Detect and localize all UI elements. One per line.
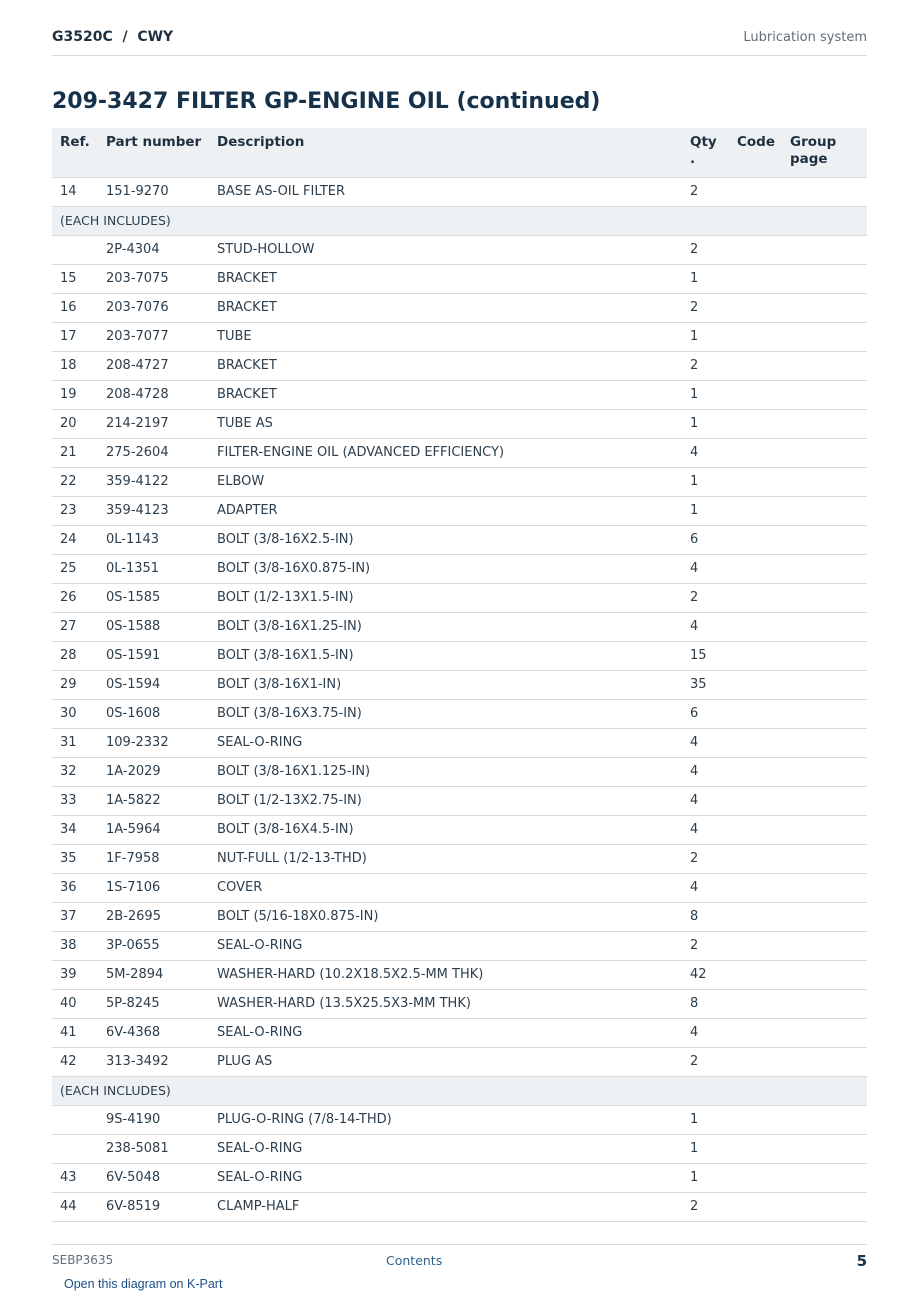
table-row — [52, 873, 867, 902]
ref-cell: 31 — [52, 728, 98, 757]
table-row — [52, 583, 867, 612]
ref-cell: 14 — [52, 177, 98, 206]
col-header-code: Code — [729, 128, 782, 177]
description-cell: SEAL-O-RING — [209, 1163, 682, 1192]
description-cell: BOLT (5/16-18X0.875-IN) — [209, 902, 682, 931]
table-note-row — [52, 206, 867, 235]
qty-cell: 1 — [682, 1134, 729, 1163]
qty-cell: 35 — [682, 670, 729, 699]
ref-cell: 17 — [52, 322, 98, 351]
part-number-cell: 359-4122 — [98, 467, 209, 496]
part-number-cell: 208-4728 — [98, 380, 209, 409]
code-cell — [729, 438, 782, 467]
part-number-cell: 0S-1585 — [98, 583, 209, 612]
code-cell — [729, 844, 782, 873]
code-cell — [729, 380, 782, 409]
description-cell: FILTER-ENGINE OIL (ADVANCED EFFICIENCY) — [209, 438, 682, 467]
part-number-cell: 238-5081 — [98, 1134, 209, 1163]
description-cell: CLAMP-HALF — [209, 1192, 682, 1221]
ref-cell: 35 — [52, 844, 98, 873]
table-row — [52, 815, 867, 844]
qty-cell: 1 — [682, 467, 729, 496]
code-cell — [729, 931, 782, 960]
table-row — [52, 728, 867, 757]
group-page-cell — [782, 931, 867, 960]
note-cell: (EACH INCLUDES) — [52, 206, 867, 235]
table-row — [52, 1105, 867, 1134]
code-cell — [729, 641, 782, 670]
code-cell — [729, 1134, 782, 1163]
code-cell — [729, 786, 782, 815]
code-cell — [729, 989, 782, 1018]
code-cell — [729, 670, 782, 699]
description-cell: ELBOW — [209, 467, 682, 496]
qty-cell: 2 — [682, 1192, 729, 1221]
part-number-cell: 275-2604 — [98, 438, 209, 467]
table-row — [52, 931, 867, 960]
group-page-cell — [782, 351, 867, 380]
group-page-cell — [782, 467, 867, 496]
table-row — [52, 1134, 867, 1163]
part-number-cell: 0L-1143 — [98, 525, 209, 554]
ref-cell: 20 — [52, 409, 98, 438]
table-row — [52, 409, 867, 438]
description-cell: BOLT (3/8-16X1.25-IN) — [209, 612, 682, 641]
description-cell: WASHER-HARD (13.5X25.5X3-MM THK) — [209, 989, 682, 1018]
description-cell: COVER — [209, 873, 682, 902]
qty-cell: 4 — [682, 554, 729, 583]
group-page-cell — [782, 902, 867, 931]
group-page-cell — [782, 670, 867, 699]
ref-cell: 27 — [52, 612, 98, 641]
part-number-cell: 1A-5964 — [98, 815, 209, 844]
part-number-cell: 203-7075 — [98, 264, 209, 293]
description-cell: BRACKET — [209, 293, 682, 322]
code-cell — [729, 235, 782, 264]
col-header-part-number: Part number — [98, 128, 209, 177]
description-cell: WASHER-HARD (10.2X18.5X2.5-MM THK) — [209, 960, 682, 989]
table-row — [52, 438, 867, 467]
group-page-cell — [782, 1192, 867, 1221]
code-cell — [729, 525, 782, 554]
qty-cell: 4 — [682, 815, 729, 844]
table-row — [52, 1018, 867, 1047]
qty-cell: 2 — [682, 931, 729, 960]
description-cell: NUT-FULL (1/2-13-THD) — [209, 844, 682, 873]
table-row — [52, 264, 867, 293]
ref-cell: 22 — [52, 467, 98, 496]
description-cell: BOLT (1/2-13X2.75-IN) — [209, 786, 682, 815]
ref-cell: 38 — [52, 931, 98, 960]
code-cell — [729, 1192, 782, 1221]
table-row — [52, 902, 867, 931]
description-cell: BOLT (3/8-16X1.5-IN) — [209, 641, 682, 670]
description-cell: BOLT (3/8-16X4.5-IN) — [209, 815, 682, 844]
code-cell — [729, 1018, 782, 1047]
table-row — [52, 351, 867, 380]
page-header — [52, 29, 867, 56]
group-page-cell — [782, 699, 867, 728]
ref-cell: 43 — [52, 1163, 98, 1192]
description-cell: BOLT (3/8-16X3.75-IN) — [209, 699, 682, 728]
qty-cell: 1 — [682, 322, 729, 351]
table-row — [52, 1192, 867, 1221]
group-page-cell — [782, 1018, 867, 1047]
part-number-cell: 203-7077 — [98, 322, 209, 351]
qty-cell: 2 — [682, 583, 729, 612]
part-number-cell: 359-4123 — [98, 496, 209, 525]
title-part-group: 209-3427 FILTER GP-ENGINE OIL — [52, 89, 449, 114]
qty-cell: 1 — [682, 1163, 729, 1192]
part-number-cell: 1F-7958 — [98, 844, 209, 873]
table-header-row — [52, 128, 867, 177]
description-cell: STUD-HOLLOW — [209, 235, 682, 264]
part-number-cell: 6V-4368 — [98, 1018, 209, 1047]
code-cell — [729, 264, 782, 293]
code-cell — [729, 1163, 782, 1192]
qty-cell: 8 — [682, 902, 729, 931]
group-page-cell — [782, 380, 867, 409]
ref-cell: 42 — [52, 1047, 98, 1076]
table-row — [52, 177, 867, 206]
part-number-cell: 5M-2894 — [98, 960, 209, 989]
qty-cell: 4 — [682, 786, 729, 815]
code-cell — [729, 467, 782, 496]
table-row — [52, 322, 867, 351]
ref-cell — [52, 1134, 98, 1163]
parts-table — [52, 128, 867, 1222]
part-number-cell: 0S-1594 — [98, 670, 209, 699]
part-number-cell: 313-3492 — [98, 1047, 209, 1076]
parts-table-body — [52, 177, 867, 1221]
part-number-cell: 6V-5048 — [98, 1163, 209, 1192]
footer-divider — [52, 1244, 867, 1245]
code-cell — [729, 699, 782, 728]
qty-cell: 4 — [682, 1018, 729, 1047]
open-diagram-link[interactable]: Open this diagram on K-Part — [64, 1277, 223, 1291]
ref-cell: 25 — [52, 554, 98, 583]
description-cell: BRACKET — [209, 351, 682, 380]
description-cell: BOLT (3/8-16X2.5-IN) — [209, 525, 682, 554]
table-row — [52, 554, 867, 583]
group-page-cell — [782, 1134, 867, 1163]
ref-cell: 34 — [52, 815, 98, 844]
ref-cell: 15 — [52, 264, 98, 293]
code-cell — [729, 960, 782, 989]
table-row — [52, 1047, 867, 1076]
code-cell — [729, 351, 782, 380]
qty-cell: 1 — [682, 380, 729, 409]
qty-cell: 6 — [682, 699, 729, 728]
ref-cell — [52, 235, 98, 264]
part-number-cell: 0S-1608 — [98, 699, 209, 728]
group-page-cell — [782, 177, 867, 206]
code-cell — [729, 554, 782, 583]
ref-cell: 24 — [52, 525, 98, 554]
ref-cell: 40 — [52, 989, 98, 1018]
qty-cell: 6 — [682, 525, 729, 554]
col-header-description: Description — [209, 128, 682, 177]
qty-cell: 2 — [682, 235, 729, 264]
table-row — [52, 612, 867, 641]
ref-cell — [52, 1105, 98, 1134]
ref-cell: 30 — [52, 699, 98, 728]
code-cell — [729, 409, 782, 438]
code-cell — [729, 1047, 782, 1076]
group-page-cell — [782, 409, 867, 438]
qty-cell: 42 — [682, 960, 729, 989]
title-suffix: (continued) — [448, 89, 601, 114]
part-number-cell: 3P-0655 — [98, 931, 209, 960]
group-page-cell — [782, 786, 867, 815]
table-row — [52, 786, 867, 815]
group-page-cell — [782, 873, 867, 902]
table-row — [52, 1163, 867, 1192]
ref-cell: 29 — [52, 670, 98, 699]
note-cell: (EACH INCLUDES) — [52, 1076, 867, 1105]
group-page-cell — [782, 612, 867, 641]
description-cell: TUBE — [209, 322, 682, 351]
page-number: 5 — [856, 1252, 867, 1270]
qty-cell: 1 — [682, 264, 729, 293]
part-number-cell: 109-2332 — [98, 728, 209, 757]
part-number-cell: 1A-2029 — [98, 757, 209, 786]
group-page-cell — [782, 989, 867, 1018]
group-page-cell — [782, 815, 867, 844]
qty-cell: 2 — [682, 177, 729, 206]
ref-cell: 21 — [52, 438, 98, 467]
ref-cell: 19 — [52, 380, 98, 409]
part-number-cell: 203-7076 — [98, 293, 209, 322]
qty-cell: 4 — [682, 757, 729, 786]
ref-cell: 16 — [52, 293, 98, 322]
description-cell: BRACKET — [209, 264, 682, 293]
section-label: Lubrication system — [743, 30, 867, 45]
description-cell: BOLT (1/2-13X1.5-IN) — [209, 583, 682, 612]
group-page-cell — [782, 322, 867, 351]
code-cell — [729, 757, 782, 786]
part-number-cell: 214-2197 — [98, 409, 209, 438]
ref-cell: 18 — [52, 351, 98, 380]
ref-cell: 32 — [52, 757, 98, 786]
table-row — [52, 380, 867, 409]
col-header-ref: Ref. — [52, 128, 98, 177]
qty-cell: 1 — [682, 496, 729, 525]
ref-cell: 44 — [52, 1192, 98, 1221]
group-page-cell — [782, 641, 867, 670]
description-cell: BRACKET — [209, 380, 682, 409]
part-number-cell: 2B-2695 — [98, 902, 209, 931]
group-page-cell — [782, 554, 867, 583]
description-cell: SEAL-O-RING — [209, 728, 682, 757]
group-page-cell — [782, 438, 867, 467]
description-cell: SEAL-O-RING — [209, 1018, 682, 1047]
part-number-cell: 0S-1588 — [98, 612, 209, 641]
group-page-cell — [782, 1105, 867, 1134]
qty-cell: 4 — [682, 873, 729, 902]
code-cell — [729, 902, 782, 931]
group-page-cell — [782, 525, 867, 554]
part-number-cell: 2P-4304 — [98, 235, 209, 264]
table-row — [52, 699, 867, 728]
group-page-cell — [782, 960, 867, 989]
page-title — [52, 89, 600, 114]
contents-link[interactable]: Contents — [386, 1253, 443, 1268]
part-number-cell: 0S-1591 — [98, 641, 209, 670]
description-cell: BOLT (3/8-16X1-IN) — [209, 670, 682, 699]
table-row — [52, 757, 867, 786]
ref-cell: 39 — [52, 960, 98, 989]
description-cell: SEAL-O-RING — [209, 1134, 682, 1163]
group-page-cell — [782, 844, 867, 873]
qty-cell: 4 — [682, 728, 729, 757]
group-page-cell — [782, 1047, 867, 1076]
qty-cell: 1 — [682, 409, 729, 438]
table-row — [52, 467, 867, 496]
qty-cell: 4 — [682, 438, 729, 467]
code-cell — [729, 1105, 782, 1134]
part-number-cell: 9S-4190 — [98, 1105, 209, 1134]
qty-cell: 1 — [682, 1105, 729, 1134]
code-cell — [729, 612, 782, 641]
table-row — [52, 293, 867, 322]
code-cell — [729, 322, 782, 351]
description-cell: ADAPTER — [209, 496, 682, 525]
part-number-cell: 1S-7106 — [98, 873, 209, 902]
group-page-cell — [782, 728, 867, 757]
ref-cell: 23 — [52, 496, 98, 525]
qty-cell: 8 — [682, 989, 729, 1018]
code-cell — [729, 177, 782, 206]
code-cell — [729, 583, 782, 612]
qty-cell: 2 — [682, 844, 729, 873]
model-label: G3520C / CWY — [52, 29, 174, 45]
description-cell: PLUG AS — [209, 1047, 682, 1076]
table-note-row — [52, 1076, 867, 1105]
table-row — [52, 496, 867, 525]
qty-cell: 4 — [682, 612, 729, 641]
description-cell: TUBE AS — [209, 409, 682, 438]
group-page-cell — [782, 235, 867, 264]
part-number-cell: 0L-1351 — [98, 554, 209, 583]
footer-doc-id: SEBP3635 — [52, 1253, 114, 1267]
description-cell: PLUG-O-RING (7/8-14-THD) — [209, 1105, 682, 1134]
qty-cell: 2 — [682, 351, 729, 380]
part-number-cell: 151-9270 — [98, 177, 209, 206]
qty-cell: 2 — [682, 293, 729, 322]
part-number-cell: 6V-8519 — [98, 1192, 209, 1221]
description-cell: BOLT (3/8-16X0.875-IN) — [209, 554, 682, 583]
code-cell — [729, 815, 782, 844]
ref-cell: 26 — [52, 583, 98, 612]
code-cell — [729, 293, 782, 322]
col-header-group-page: Group page — [782, 128, 867, 177]
qty-cell: 2 — [682, 1047, 729, 1076]
group-page-cell — [782, 293, 867, 322]
group-page-cell — [782, 264, 867, 293]
code-cell — [729, 496, 782, 525]
ref-cell: 33 — [52, 786, 98, 815]
part-number-cell: 208-4727 — [98, 351, 209, 380]
description-cell: BASE AS-OIL FILTER — [209, 177, 682, 206]
table-row — [52, 960, 867, 989]
table-row — [52, 989, 867, 1018]
ref-cell: 37 — [52, 902, 98, 931]
table-row — [52, 525, 867, 554]
description-cell: SEAL-O-RING — [209, 931, 682, 960]
group-page-cell — [782, 757, 867, 786]
table-row — [52, 235, 867, 264]
part-number-cell: 1A-5822 — [98, 786, 209, 815]
group-page-cell — [782, 496, 867, 525]
ref-cell: 41 — [52, 1018, 98, 1047]
code-cell — [729, 873, 782, 902]
ref-cell: 28 — [52, 641, 98, 670]
table-row — [52, 641, 867, 670]
group-page-cell — [782, 1163, 867, 1192]
part-number-cell: 5P-8245 — [98, 989, 209, 1018]
qty-cell: 15 — [682, 641, 729, 670]
group-page-cell — [782, 583, 867, 612]
table-row — [52, 844, 867, 873]
table-row — [52, 670, 867, 699]
ref-cell: 36 — [52, 873, 98, 902]
code-cell — [729, 728, 782, 757]
description-cell: BOLT (3/8-16X1.125-IN) — [209, 757, 682, 786]
col-header-qty: Qty . — [682, 128, 729, 177]
